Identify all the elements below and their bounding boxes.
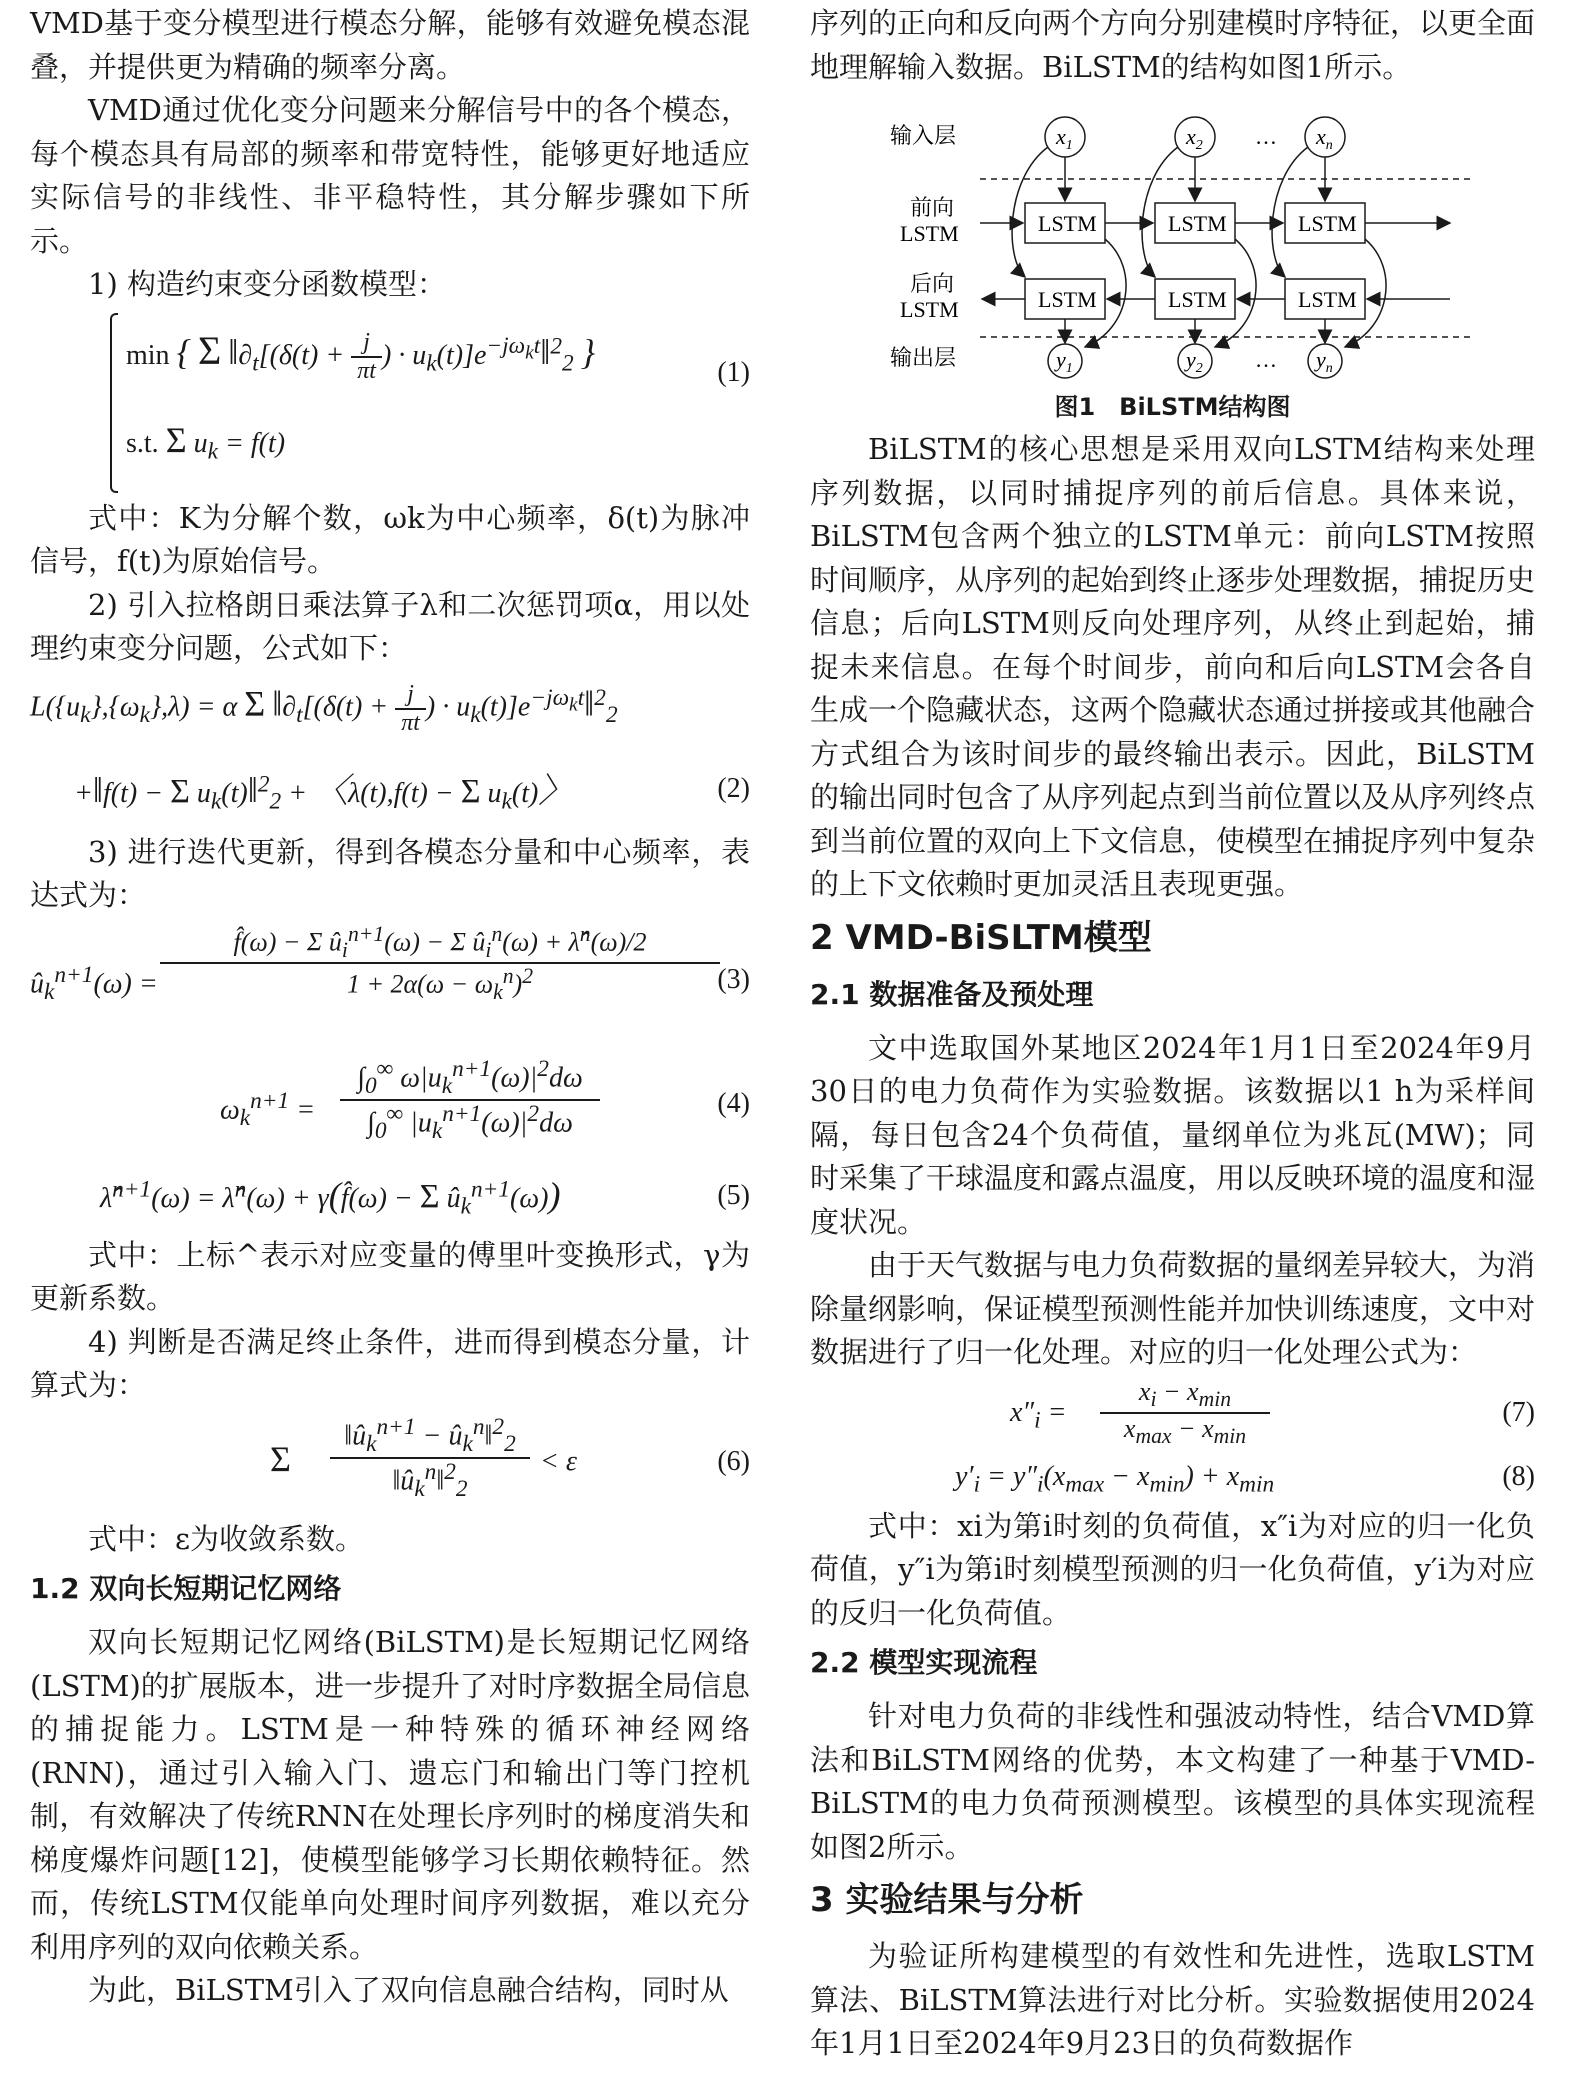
lstm-cell-label: LSTM — [1038, 211, 1097, 236]
x2-label: $x_2$ — [1186, 124, 1203, 153]
step-text: 1) 构造约束变分函数模型： — [88, 267, 446, 301]
forward-label-lstm: LSTM — [900, 221, 959, 246]
equation-2: $L(\{u_k\},\{\omega_k\},\lambda) = \alpha$ Σ $‖\partial_t[(\delta(t)$ + $\frac{j}{\pi t}$ ) · $u_k(t)]e^{-j\omega_kt}‖^2_2$ +‖f(t) − Σ $u_k(t)‖^2_2$ + 〈λ(t),f(t) − Σ $u_k(t)$〉 (2) — [30, 680, 750, 815]
paragraph: 双向长短期记忆网络(BiLSTM)是长短期记忆网络(LSTM)的扩展版本，进一步提升了对时序数据全局信息的捕捉能力。LSTM是一种特殊的循环神经网络(RNN)，通过引入输入门、遗忘门和输出门等门控机制，有效解决了传统RNN在处理长序列时的梯度消失和梯度爆炸问题[12]，使模型能够学习长期依赖特征。然而，传统LSTM仅能单向处理时间序列数据，难以充分利用序列的双向依赖关系。 — [30, 1625, 750, 1964]
equation-number: (2) — [717, 772, 750, 804]
lstm-cell-label: LSTM — [1038, 287, 1097, 312]
equation-note: 式中：xi为第i时刻的负荷值，x″i为对应的归一化负荷值，y″i为第i时刻模型预测的归一化负荷值，y′i为对应的反归一化负荷值。 — [810, 1508, 1535, 1630]
equation-number: (8) — [1502, 1460, 1535, 1492]
right-column — [810, 0, 1535, 2066]
lstm-cell-label: LSTM — [1298, 211, 1357, 236]
backward-label-lstm: LSTM — [900, 297, 959, 322]
equation-number: (7) — [1502, 1396, 1535, 1428]
figure-caption: 图1 BiLSTM结构图 — [1054, 393, 1291, 421]
step-text: 2) 引入拉格朗日乘法算子λ和二次惩罚项α，用以处理约束变分问题，公式如下： — [30, 587, 750, 665]
equation-3: $û_k^{n+1}(\omega)$ = f̂(ω) − Σ $û_i^{n+1}(\omega) - \Sigma$ $û_i^n(\omega)$ + λ̂$^n$(ω)/2 $1 + 2\alpha(\omega - \omega_k^n)^2$ (3) — [30, 921, 750, 1005]
y2-label: $y_2$ — [1186, 347, 1203, 376]
lstm-cell-label: LSTM — [1168, 211, 1227, 236]
equation-number: (3) — [717, 963, 750, 995]
equation-1: min { Σ $‖\partial_t[(\delta(t)$ + $\frac{j}{\pi t}$ ) · $u_k(t)]e^{-j\omega_kt}‖^2_2$ } s.t. Σ $u_k = f(t)$ (1) — [30, 307, 750, 497]
bilstm-diagram — [810, 99, 1535, 379]
paragraph: 为验证所构建模型的有效性和先进性，选取LSTM算法、BiLSTM算法进行对比分析。实验数据使用2024年1月1日至2024年9月23日的负荷数据作 — [810, 1939, 1535, 2060]
left-column — [30, 0, 750, 2013]
forward-label: 前向 — [910, 195, 955, 220]
paragraph: 序列的正向和反向两个方向分别建模时序特征，以更全面地理解输入数据。BiLSTM的结构如图1所示。 — [810, 6, 1536, 84]
equation-number: (5) — [717, 1179, 750, 1211]
equation-note: 式中：上标^表示对应变量的傅里叶变换形式，γ为更新系数。 — [30, 1237, 750, 1315]
equation-4: $\omega_k^{n+1}$ = $\int_0^\infty$ $\omega|u_k^{n+1}(\omega)|^2d\omega$ $\int_0^\infty$ $|u_k^{n+1}(\omega)|^2d\omega$ (4) — [220, 1055, 750, 1145]
equation-7: $x''_i$ = $x_i - x_{min}$ $x_{max} - x_{min}$ (7) — [1010, 1376, 1535, 1448]
lstm-cell-label: LSTM — [1298, 287, 1357, 312]
equation-5: λ̂$^{n+1}$(ω) = λ̂$^n$(ω) + γ(f̂(ω) − Σ $û_k^{n+1}(\omega)$) (5) — [100, 1174, 750, 1220]
lstm-cell-label: LSTM — [1168, 287, 1227, 312]
equation-6: Σ $‖û_k^{n+1}$ − $û_k^n‖^2_2$ $‖û_k^n‖^2_2$ < ε (6) — [270, 1413, 750, 1503]
ellipsis: … — [1255, 347, 1277, 372]
figure-1 — [810, 99, 1535, 422]
xn-label: $x_n$ — [1316, 124, 1333, 153]
paragraph: VMD基于变分模型进行模态分解，能够有效避免模态混叠，并提供更为精确的频率分离。 — [30, 6, 750, 84]
paragraph: VMD通过优化变分问题来分解信号中的各个模态，每个模态具有局部的频率和带宽特性，能够更好地适应实际信号的非线性、非平稳特性，其分解步骤如下所示。 — [30, 93, 750, 258]
y1-label: $y_1$ — [1056, 347, 1073, 376]
ellipsis: … — [1255, 124, 1277, 149]
section-heading: 3 实验结果与分析 — [810, 1880, 1084, 1920]
equation-number: (6) — [717, 1445, 750, 1477]
paragraph: BiLSTM的核心思想是采用双向LSTM结构来处理序列数据，以同时捕捉序列的前后信息。具体来说，BiLSTM包含两个独立的LSTM单元：前向LSTM按照时间顺序，从序列的起始到终止逐步处理数据，捕捉历史信息；后向LSTM则反向处理序列，从终止到起始，捕捉未来信息。在每个时间步，前向和后向LSTM会各自生成一个隐藏状态，这两个隐藏状态通过拼接或其他融合方式组合为该时间步的最终输出表示。因此，BiLSTM的输出同时包含了从序列起点到当前位置以及从序列终点到当前位置的双向上下文信息，使模型在捕捉序列中复杂的上下文依赖时更加灵活且表现更强。 — [810, 432, 1536, 901]
equation-number: (1) — [717, 356, 750, 388]
backward-label: 后向 — [910, 271, 955, 296]
paragraph: 为此，BiLSTM引入了双向信息融合结构，同时从 — [88, 1973, 729, 2007]
equation-note: 式中：ε为收敛系数。 — [88, 1521, 365, 1556]
subsection-heading: 2.2 模型实现流程 — [810, 1646, 1038, 1679]
output-layer-label: 输出层 — [890, 345, 957, 370]
paragraph: 由于天气数据与电力负荷数据的量纲差异较大，为消除量纲影响，保证模型预测性能并加快训练速度，文中对数据进行了归一化处理。对应的归一化处理公式为： — [810, 1248, 1536, 1369]
paragraph: 文中选取国外某地区2024年1月1日至2024年9月30日的电力负荷作为实验数据。该数据以1 h为采样间隔，每日包含24个负荷值，量纲单位为兆瓦(MW)；同时采集了干球温度和露点温度，用以反映环境的温度和湿度状况。 — [810, 1030, 1536, 1239]
paragraph: 针对电力负荷的非线性和强波动特性，结合VMD算法和BiLSTM网络的优势，本文构建了一种基于VMD-BiLSTM的电力负荷预测模型。该模型的具体实现流程如图2所示。 — [810, 1699, 1535, 1864]
input-layer-label: 输入层 — [890, 123, 957, 148]
equation-note: 式中：K为分解个数，ωk为中心频率，δ(t)为脉冲信号，f(t)为原始信号。 — [30, 500, 750, 578]
equation-number: (4) — [717, 1087, 750, 1119]
section-heading: 2 VMD-BiSLTM模型 — [810, 917, 1152, 958]
subsection-heading: 2.1 数据准备及预处理 — [810, 977, 1094, 1011]
section-heading: 1.2 双向长短期记忆网络 — [30, 1572, 342, 1605]
yn-label: $y_n$ — [1316, 347, 1333, 376]
x1-label: $x_1$ — [1056, 124, 1073, 153]
step-text: 4) 判断是否满足终止条件，进而得到模态分量，计算式为： — [30, 1324, 750, 1402]
step-text: 3) 进行迭代更新，得到各模态分量和中心频率，表达式为： — [30, 834, 750, 912]
equation-8: $y'_i = y''_i(x_{max} - x_{min}) + x_{min}$ (8) — [955, 1460, 1535, 1498]
